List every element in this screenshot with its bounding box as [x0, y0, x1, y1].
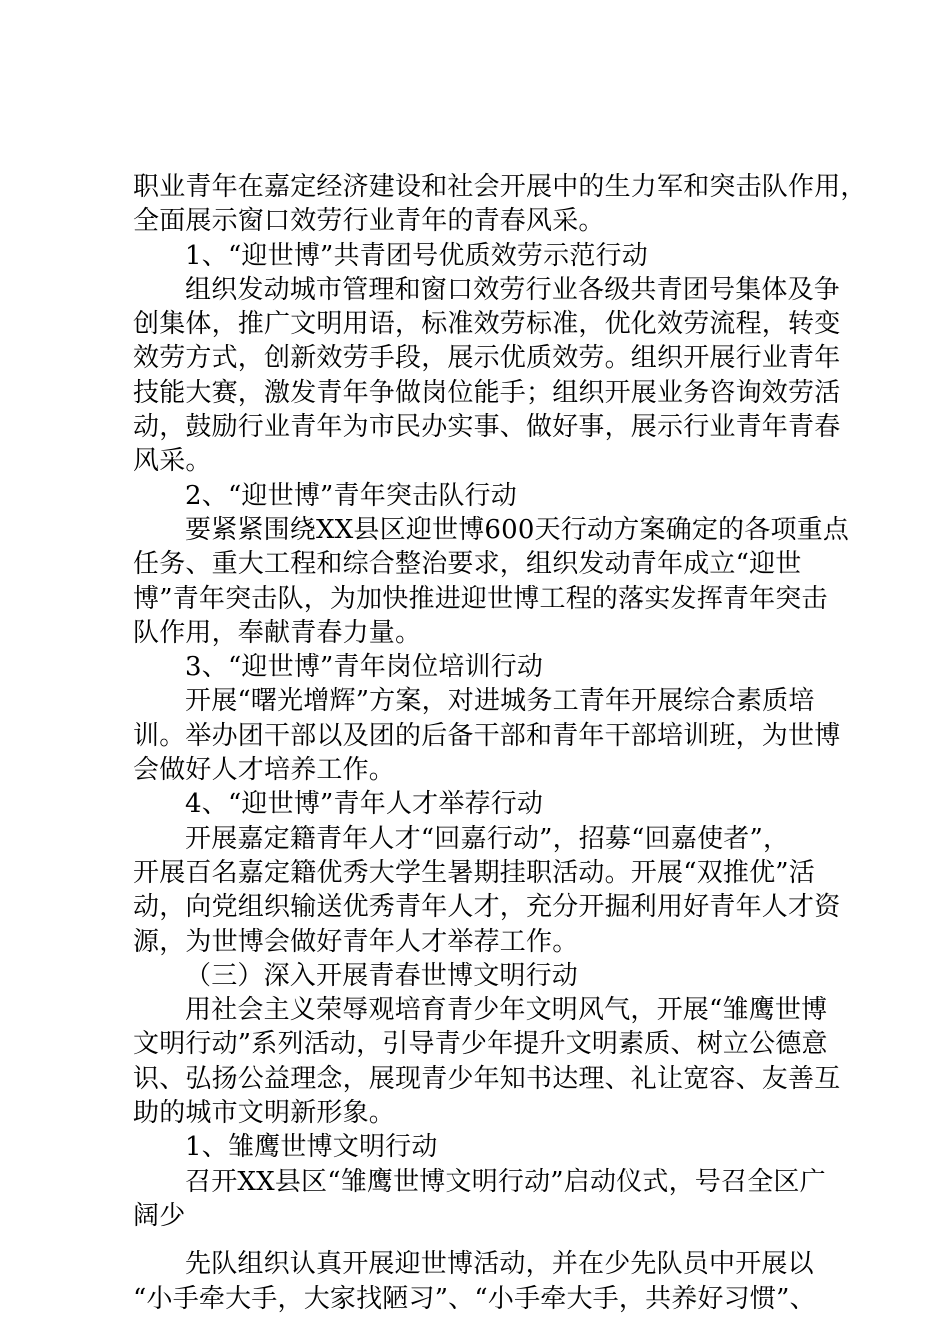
text-line: 全面展示窗口效劳行业青年的青春风采。: [133, 206, 605, 237]
text-line: 源，为世博会做好青年人才举荐工作。: [133, 926, 579, 957]
text-line: 开展嘉定籍青年人才“回嘉行动”，招募“回嘉使者”，: [185, 823, 790, 854]
text-line: 召开XX县区“雏鹰世博文明行动”启动仪式，号召全区广: [185, 1166, 826, 1197]
text-line: 职业青年在嘉定经济建设和社会开展中的生力军和突击队作用，: [133, 172, 867, 202]
text-line: 队作用，奉献青春力量。: [133, 617, 422, 648]
text-line: 动，向党组织输送优秀青年人才，充分开掘利用好青年人才资: [133, 892, 841, 923]
text-line: 任务、重大工程和综合整治要求，组织发动青年成立“迎世: [133, 549, 802, 580]
text-line: 识、弘扬公益理念，展现青少年知书达理、礼让宽容、友善互: [133, 1063, 841, 1094]
paragraph-gap: [133, 1233, 833, 1247]
text-line: 要紧紧围绕XX县区迎世博600天行动方案确定的各项重点: [185, 514, 850, 545]
section-heading: 3、“迎世博”青年岗位培训行动: [185, 652, 544, 683]
text-line: 阔少: [133, 1200, 186, 1231]
section-heading: 4、“迎世博”青年人才举荐行动: [185, 789, 544, 820]
text-line: 组织发动城市管理和窗口效劳行业各级共青团号集体及争: [185, 274, 841, 305]
text-line: 动，鼓励行业青年为市民办实事、做好事，展示行业青年青春: [133, 412, 841, 443]
text-line: 文明行动”系列活动，引导青少年提升文明素质、树立公德意: [133, 1029, 828, 1060]
text-line: 开展百名嘉定籍优秀大学生暑期挂职活动。开展“双推优”活: [133, 857, 815, 888]
section-heading: （三）深入开展青春世博文明行动: [185, 960, 579, 991]
text-line: 博”青年突击队，为加快推进迎世博工程的落实发挥青年突击: [133, 583, 828, 614]
section-heading: 1、“迎世博”共青团号优质效劳示范行动: [185, 240, 648, 271]
text-line: 先队组织认真开展迎世博活动，并在少先队员中开展以: [185, 1249, 814, 1280]
text-line: 风采。: [133, 446, 212, 477]
text-line: 会做好人才培养工作。: [133, 755, 396, 786]
text-line: 用社会主义荣辱观培育青少年文明风气，开展“雏鹰世博: [185, 995, 828, 1026]
text-line: 技能大赛，激发青年争做岗位能手；组织开展业务咨询效劳活: [133, 377, 841, 408]
text-line: 创集体，推广文明用语，标准效劳标准，优化效劳流程，转变: [133, 309, 841, 340]
document-body: [133, 170, 867, 1316]
text-line: 效劳方式，创新效劳手段，展示优质效劳。组织开展行业青年: [133, 343, 841, 374]
text-line: 开展“曙光增辉”方案，对进城务工青年开展综合素质培: [185, 686, 815, 717]
section-heading: 1、雏鹰世博文明行动: [185, 1132, 438, 1163]
text-line: 训。举办团干部以及团的后备干部和青年干部培训班，为世博: [133, 720, 841, 751]
section-heading: 2、“迎世博”青年突击队行动: [185, 480, 517, 511]
text-line: “小手牵大手，大家找陋习”、“小手牵大手，共养好习惯”、: [133, 1283, 816, 1314]
text-line: 助的城市文明新形象。: [133, 1098, 396, 1129]
